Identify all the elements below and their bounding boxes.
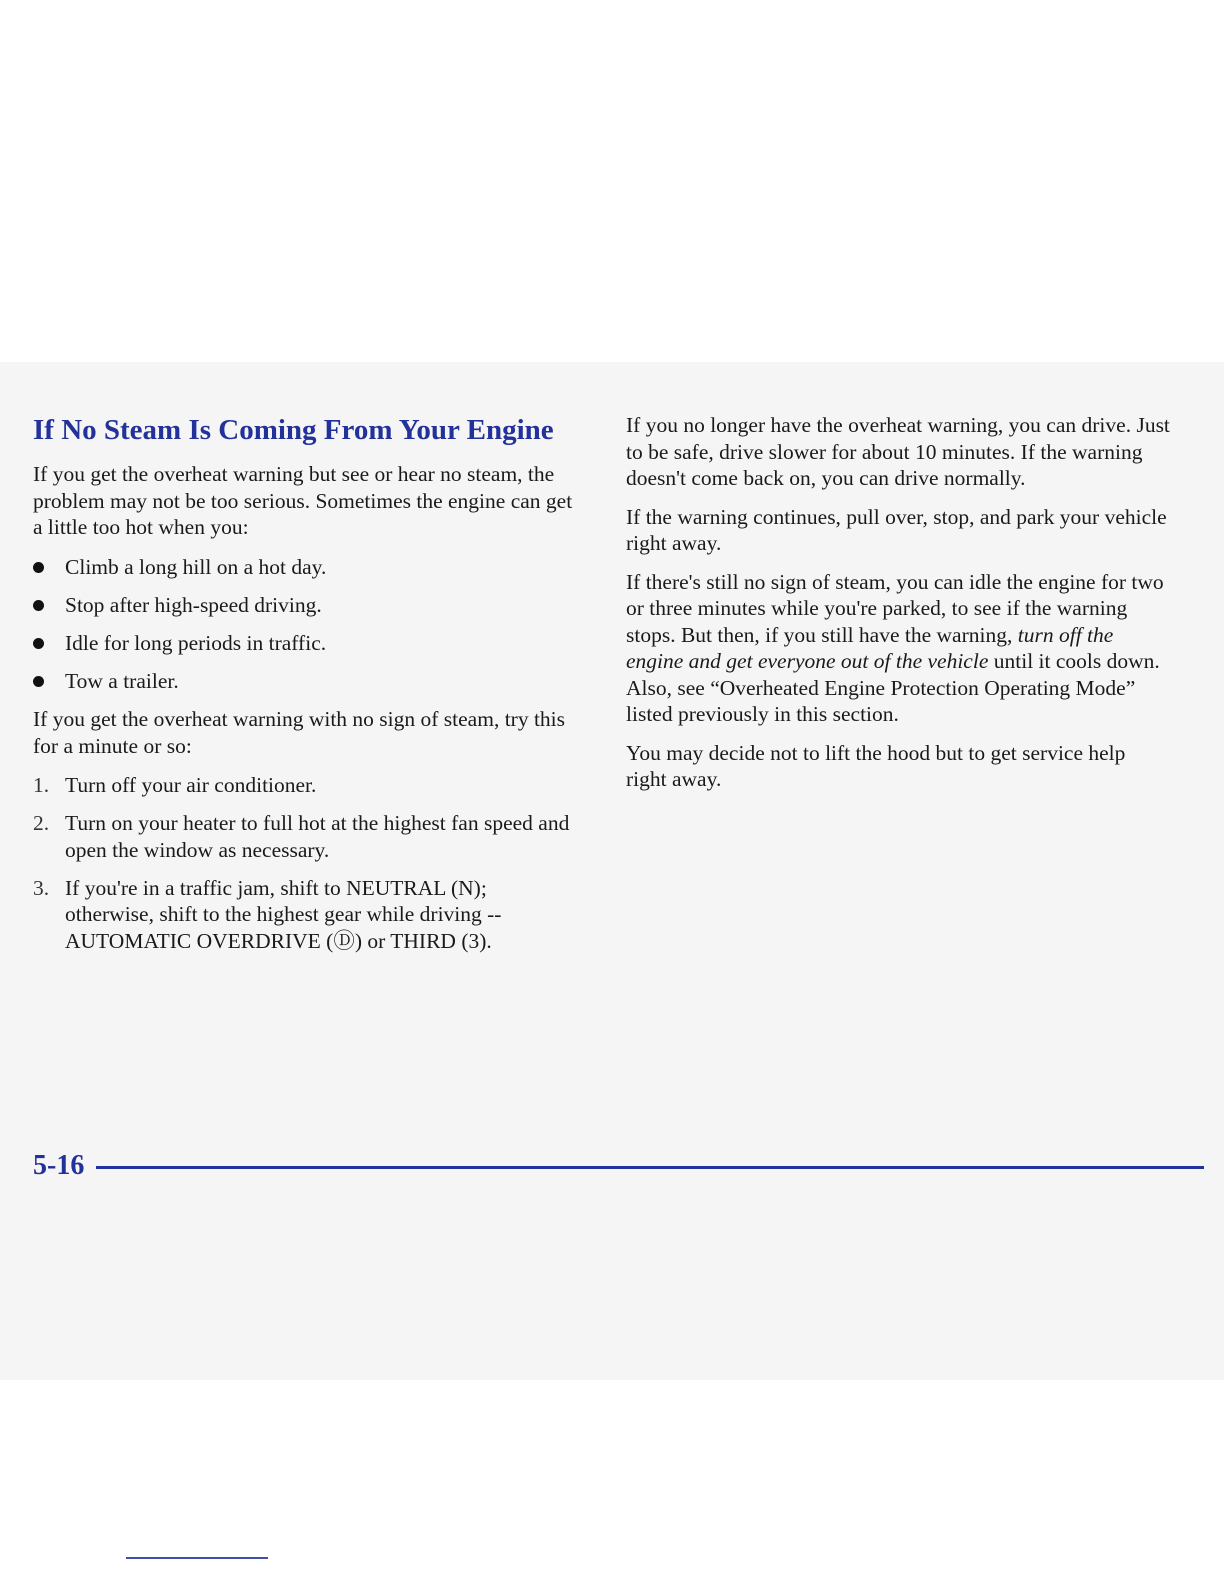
step-item — [33, 810, 573, 863]
list-item-text: Idle for long periods in traffic. — [65, 630, 327, 655]
no-steam-paragraph — [626, 569, 1171, 728]
service-paragraph: You may decide not to lift the hood but to get service help right away. — [626, 740, 1126, 791]
step-text: Turn on your heater to full hot at the highest fan speed and open the window as necessary. — [65, 811, 570, 862]
step-text: If you're in a traffic jam, shift to NEUTRAL (N); otherwise, shift to the highest gear while driving -- AUTOMATIC OVERDRIVE (Ⓓ) or THIRD (3). — [65, 875, 502, 953]
step-number: 3. — [33, 875, 50, 900]
footer-rule — [96, 1166, 1204, 1169]
step-number: 2. — [33, 811, 50, 835]
step-number: 1. — [33, 773, 50, 797]
list-item — [33, 592, 573, 619]
list-item — [33, 668, 573, 695]
no-warning-paragraph: If you no longer have the overheat warning, you can drive. Just to be safe, drive slower for about 10 minutes. If the warning doesn't come back on, you can drive normally. — [626, 413, 1170, 490]
section-heading: If No Steam Is Coming From Your Engine — [33, 414, 554, 446]
bullet-icon — [33, 562, 44, 573]
bullet-icon — [33, 676, 44, 687]
left-column — [33, 412, 573, 966]
right-column — [626, 412, 1171, 805]
bottom-edge-mark — [126, 1557, 268, 1559]
steps-list — [33, 772, 573, 954]
intro-paragraph: If you get the overheat warning but see or hear no steam, the problem may not be too serious. Sometimes the engine can get a little too hot when you: — [33, 462, 573, 539]
page-footer — [33, 1148, 1173, 1184]
emphasized-instruction: turn off the engine and get everyone out of the vehicle — [626, 622, 1114, 673]
list-item-text: Stop after high-speed driving. — [65, 592, 322, 617]
list-item-text: Tow a trailer. — [65, 668, 179, 693]
page-number: 5-16 — [33, 1150, 85, 1181]
step-item — [33, 772, 573, 799]
bullet-icon — [33, 638, 44, 649]
bullet-icon — [33, 600, 44, 611]
step-text: Turn off your air conditioner. — [65, 773, 317, 797]
paragraph-text: until it cools down. Also, see “Overheated Engine Protection Operating Mode” listed previously in this section. — [626, 649, 1160, 726]
step-item — [33, 875, 573, 955]
paragraph-text: If there's still no sign of steam, you can idle the engine for two or three minutes while you're parked, to see if the warning stops. But then, if you still have the warning, — [626, 569, 1164, 647]
list-item — [33, 630, 573, 657]
try-intro-paragraph: If you get the overheat warning with no sign of steam, try this for a minute or so: — [33, 707, 566, 758]
list-item-text: Climb a long hill on a hot day. — [65, 554, 327, 579]
conditions-list — [33, 554, 573, 695]
list-item — [33, 554, 573, 581]
warning-continues-paragraph: If the warning continues, pull over, stop, and park your vehicle right away. — [626, 504, 1167, 555]
